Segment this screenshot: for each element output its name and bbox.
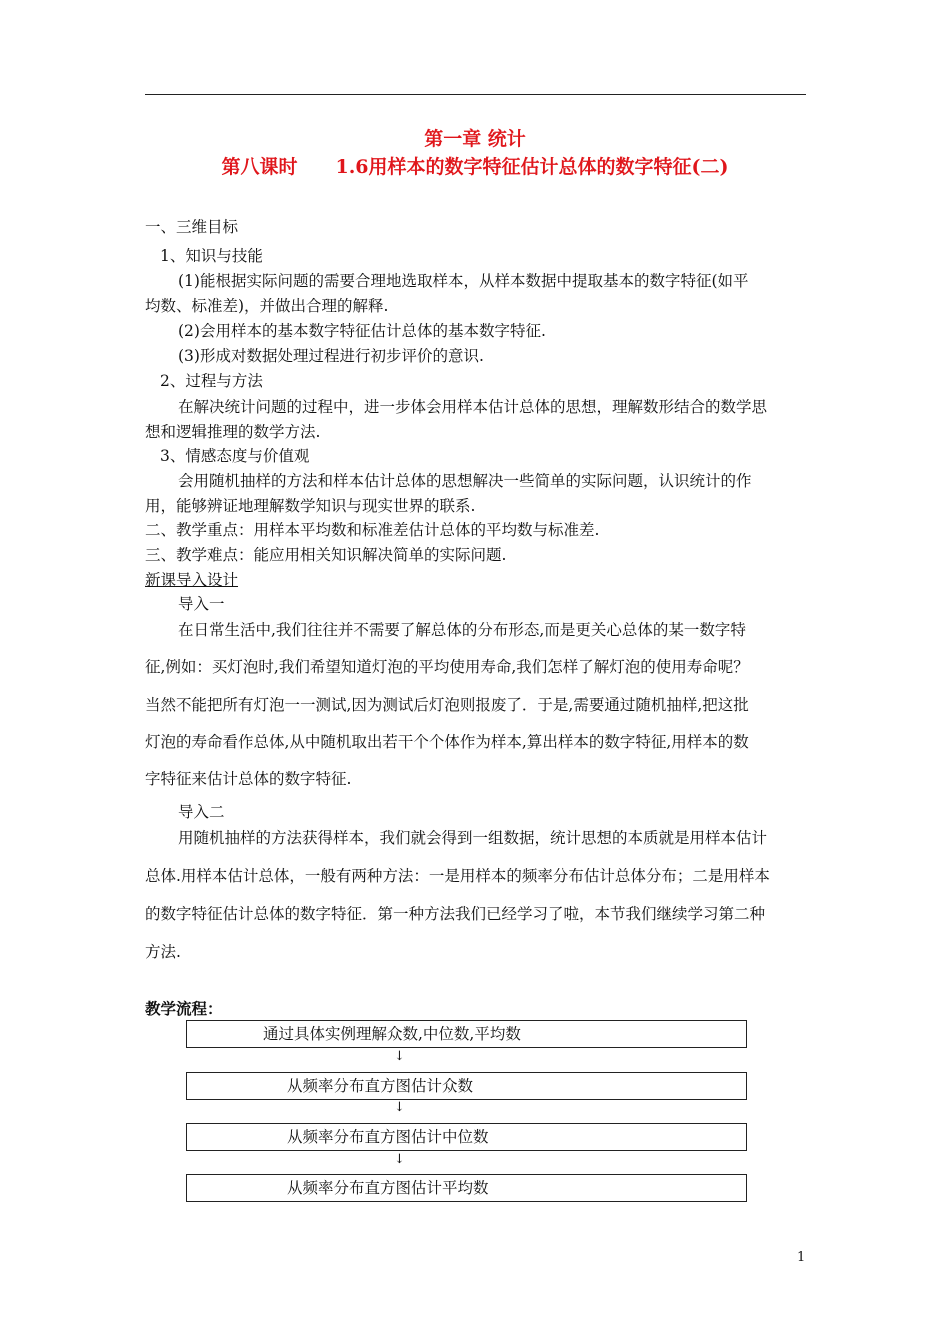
intro-two-heading: 导入二 <box>178 803 225 821</box>
paragraph-line: (1)能根据实际问题的需要合理地选取样本，从样本数据中提取基本的数字特征(如平 <box>178 272 749 290</box>
chapter-title: 第一章 统计 <box>424 128 526 150</box>
paragraph-line: 的数字特征估计总体的数字特征．第一种方法我们已经学习了啦，本节我们继续学习第二种 <box>145 905 766 923</box>
section-heading: 一、三维目标 <box>145 218 239 236</box>
subsection-heading: 2、过程与方法 <box>160 372 263 390</box>
paragraph-line: 均数、标准差)，并做出合理的解释. <box>145 297 389 315</box>
flow-step-2: 从频率分布直方图估计众数 <box>186 1072 747 1100</box>
header-rule <box>145 94 806 95</box>
paragraph-line: 会用随机抽样的方法和样本估计总体的思想解决一些简单的实际问题，认识统计的作 <box>178 472 752 490</box>
down-arrow-icon: ↓ <box>394 1152 405 1167</box>
down-arrow-icon: ↓ <box>394 1049 405 1064</box>
paragraph-line: 想和逻辑推理的数学方法. <box>145 423 321 441</box>
section-heading: 二、教学重点：用样本平均数和标准差估计总体的平均数与标准差. <box>145 521 600 539</box>
paragraph-line: (3)形成对数据处理过程进行初步评价的意识. <box>178 347 484 365</box>
paragraph-line: 灯泡的寿命看作总体,从中随机取出若干个个体作为样本,算出样本的数字特征,用样本的数 <box>145 733 749 751</box>
subsection-heading: 3、情感态度与价值观 <box>160 447 310 465</box>
page-number: 1 <box>797 1250 806 1265</box>
paragraph-line: 在日常生活中,我们往往并不需要了解总体的分布形态,而是更关心总体的某一数字特 <box>178 621 746 639</box>
paragraph-line: 总体.用样本估计总体，一般有两种方法：一是用样本的频率分布估计总体分布；二是用样本 <box>145 867 770 885</box>
paragraph-line: 字特征来估计总体的数字特征. <box>145 770 352 788</box>
subsection-heading: 1、知识与技能 <box>160 247 263 265</box>
paragraph-line: 征,例如：买灯泡时,我们希望知道灯泡的平均使用寿命,我们怎样了解灯泡的使用寿命呢？ <box>145 658 749 676</box>
down-arrow-icon: ↓ <box>394 1100 405 1115</box>
paragraph-line: 用，能够辨证地理解数学知识与现实世界的联系. <box>145 497 476 515</box>
flow-step-4: 从频率分布直方图估计平均数 <box>186 1174 747 1202</box>
intro-one-heading: 导入一 <box>178 595 225 613</box>
intro-design-heading: 新课导入设计 <box>145 571 239 589</box>
paragraph-line: 用随机抽样的方法获得样本，我们就会得到一组数据，统计思想的本质就是用样本估计 <box>178 829 768 847</box>
lesson-title: 第八课时 1.6用样本的数字特征估计总体的数字特征(二) <box>221 156 729 178</box>
section-heading: 三、教学难点：能应用相关知识解决简单的实际问题. <box>145 546 507 564</box>
paragraph-line: 当然不能把所有灯泡一一测试,因为测试后灯泡则报废了．于是,需要通过随机抽样,把这批 <box>145 696 749 714</box>
paragraph-line: 方法. <box>145 943 181 961</box>
teaching-flow-heading: 教学流程： <box>145 999 223 1018</box>
flow-step-3: 从频率分布直方图估计中位数 <box>186 1123 747 1151</box>
paragraph-line: (2)会用样本的基本数字特征估计总体的基本数字特征. <box>178 322 546 340</box>
flow-step-1: 通过具体实例理解众数,中位数,平均数 <box>186 1020 747 1048</box>
paragraph-line: 在解决统计问题的过程中，进一步体会用样本估计总体的思想，理解数形结合的数学思 <box>178 398 768 416</box>
